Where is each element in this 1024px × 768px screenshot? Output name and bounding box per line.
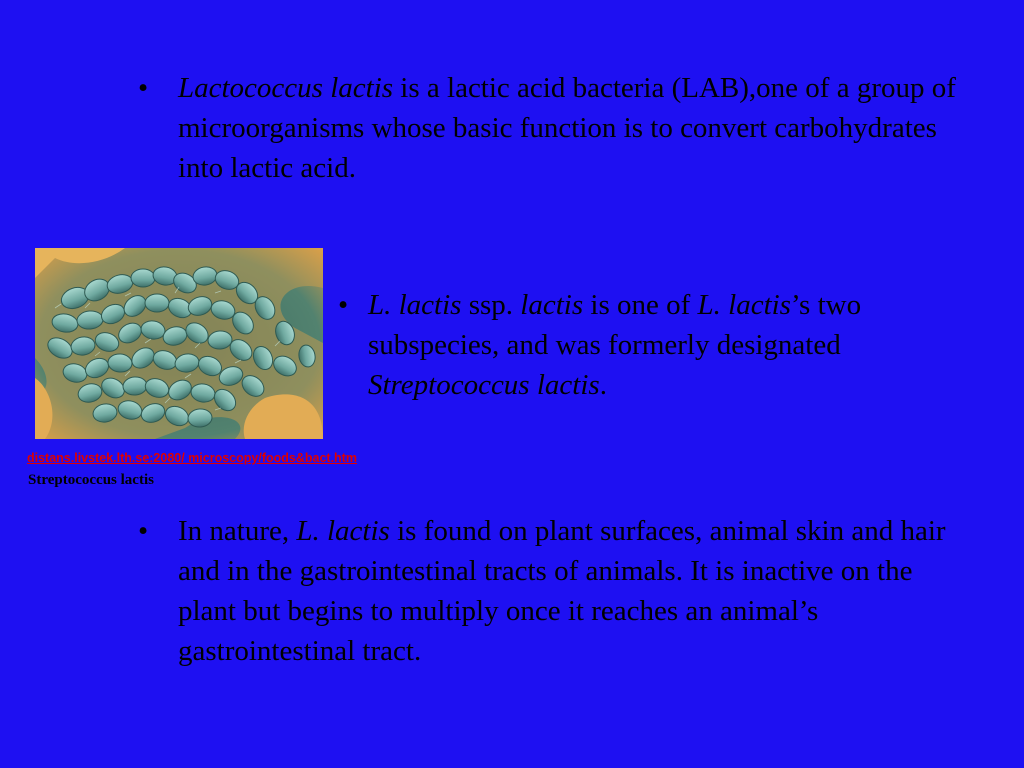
image-caption: Streptococcus lactis — [28, 472, 154, 488]
former-species-name: Streptococcus lactis — [368, 369, 600, 401]
bullet-text: is a lactic acid bacteria (LAB),one of a group of microorganisms whose basic function is to convert carbohydrates into lactic acid. — [178, 72, 956, 184]
subspecies-name: lactis — [520, 289, 584, 321]
bullet-subspecies: • L. lactis ssp. lactis is one of L. lactis’s two subspecies, and was formerly designated Streptococcus lactis. — [338, 285, 978, 405]
image-source-link[interactable]: distans.livstek.lth.se:2080/ microscopy/foods&bact.htm — [27, 451, 357, 465]
bacteria-micrograph-image — [35, 248, 323, 439]
bullet-marker: • — [138, 72, 149, 104]
species-name: L. lactis — [697, 289, 791, 321]
bullet-marker: • — [138, 515, 149, 547]
species-name: L. lactis — [296, 515, 390, 547]
bullet-lactococcus-definition — [138, 68, 968, 188]
bullet-habitat: • In nature, L. lactis is found on plant surfaces, animal skin and hair and in the gastrointestinal tracts of animals. It is inactive on the plant but begins to multiply once it reaches an animal’s gastrointestinal tract. — [138, 511, 968, 671]
bullet-text: is found on plant surfaces, animal skin and hair and in the gastrointestinal tracts of animals. It is inactive on the plant but begins to multiply once it reaches an animal’s gastrointestinal tract. — [178, 515, 946, 667]
bullet-marker: • — [338, 289, 349, 321]
species-name: Lactococcus lactis — [178, 72, 394, 104]
species-name: L. lactis — [368, 289, 462, 321]
